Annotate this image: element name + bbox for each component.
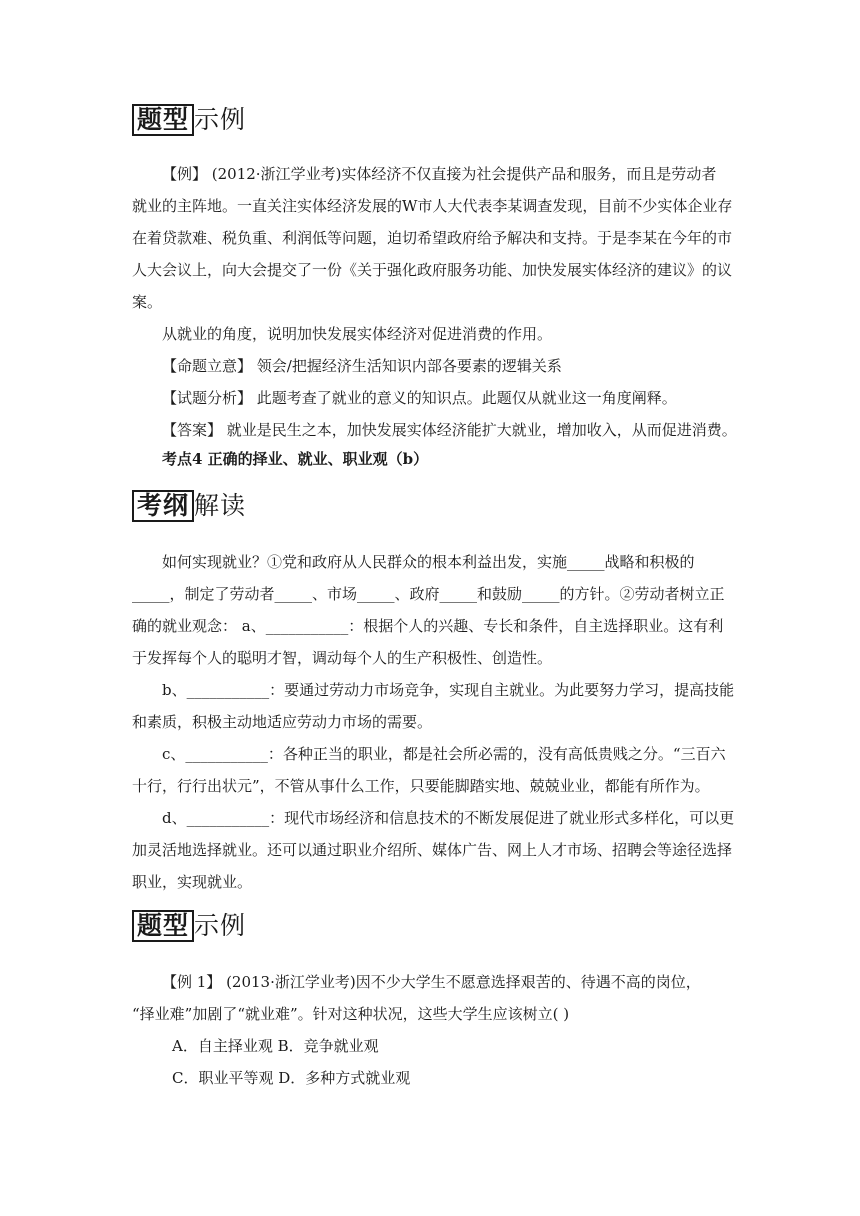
example-line: 【例】 (2012·浙江学业考)实体经济不仅直接为社会提供产品和服务，而且是劳动者 xyxy=(162,165,717,183)
syllabus-line: 如何实现就业？①党和政府从人民群众的根本利益出发，实施_____战略和积极的 xyxy=(162,553,695,571)
section-heading-example-1 xyxy=(132,104,246,136)
example2-line: “择业难”加剧了“就业难”。针对这种状况，这些大学生应该树立( ) xyxy=(132,1005,570,1023)
syllabus-line: c、___________：各种正当的职业，都是社会所必需的，没有高低贵贱之分。“三百六 xyxy=(162,745,726,763)
heading-text: 示例 xyxy=(194,105,247,134)
example-line: 就业的主阵地。一直关注实体经济发展的W市人大代表李某调查发现，目前不少实体企业存 xyxy=(132,197,733,215)
heading-boxed-text: 题型 xyxy=(132,104,194,136)
syllabus-line: 十行，行行出状元”，不管从事什么工作，只要能脚踏实地、兢兢业业，都能有所作为。 xyxy=(132,777,710,795)
analysis-text: 【试题分析】 此题考查了就业的意义的知识点。此题仅从就业这一角度阐释。 xyxy=(162,389,677,407)
section-heading-example-2 xyxy=(132,910,246,942)
option-line: C．职业平等观 D．多种方式就业观 xyxy=(172,1069,411,1087)
heading-boxed-text: 题型 xyxy=(132,910,194,942)
syllabus-line: 加灵活地选择就业。还可以通过职业介绍所、媒体广告、网上人才市场、招聘会等途径选择 xyxy=(132,841,733,859)
question-text: 从就业的角度，说明加快发展实体经济对促进消费的作用。 xyxy=(162,325,553,343)
example2-line: 【例 1】 (2013·浙江学业考)因不少大学生不愿意选择艰苦的、待遇不高的岗位， xyxy=(162,973,701,991)
example-line: 在着贷款难、税负重、利润低等问题，迫切希望政府给予解决和支持。于是李某在今年的市 xyxy=(132,229,733,247)
syllabus-line: b、___________：要通过劳动力市场竞争，实现自主就业。为此要努力学习，提高技能 xyxy=(162,681,735,699)
option-line: A．自主择业观 B．竞争就业观 xyxy=(172,1037,379,1055)
section-heading-syllabus xyxy=(132,490,246,522)
intent-text: 【命题立意】 领会/把握经济生活知识内部各要素的逻辑关系 xyxy=(162,357,562,375)
syllabus-line: 职业，实现就业。 xyxy=(132,873,253,891)
example-line: 案。 xyxy=(132,293,163,311)
heading-boxed-text: 考纲 xyxy=(132,490,194,522)
heading-text: 示例 xyxy=(194,911,247,940)
syllabus-line: d、___________：现代市场经济和信息技术的不断发展促进了就业形式多样化，可以更 xyxy=(162,809,735,827)
kaodian-title: 考点4 正确的择业、就业、职业观（b） xyxy=(162,450,429,468)
heading-text: 解读 xyxy=(194,491,247,520)
syllabus-line: _____，制定了劳动者_____、市场_____、政府_____和鼓励_____的方针。②劳动者树立正 xyxy=(132,585,725,603)
syllabus-line: 确的就业观念： a、___________：根据个人的兴趣、专长和条件，自主选择职业。这有利 xyxy=(132,617,724,635)
answer-text: 【答案】 就业是民生之本，加快发展实体经济能扩大就业，增加收入，从而促进消费。 xyxy=(162,421,737,439)
syllabus-line: 于发挥每个人的聪明才智，调动每个人的生产积极性、创造性。 xyxy=(132,649,553,667)
example-line: 人大会议上，向大会提交了一份《关于强化政府服务功能、加快发展实体经济的建议》的议 xyxy=(132,261,733,279)
syllabus-line: 和素质，积极主动地适应劳动力市场的需要。 xyxy=(132,713,433,731)
